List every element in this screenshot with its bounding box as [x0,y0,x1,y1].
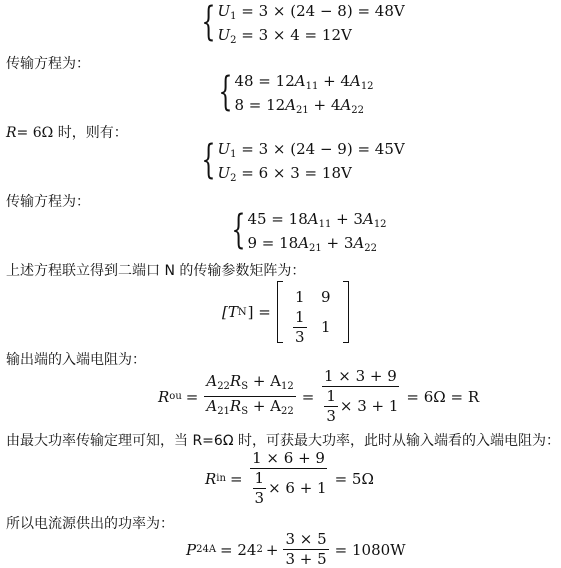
equation-u1-b: $U_1 = 3 \times (24 - 9) = 45V$ [217,140,405,160]
brace: { [218,69,233,115]
equation-u2-b: $U_2 = 6 \times 3 = 18V$ [217,164,352,184]
matrix-cell: 1 [321,318,331,336]
matrix-cell: $\frac{1}{3}$ [295,307,305,346]
transmission-matrix: [T N ] = 1 9 $\frac{1}{3}$ 1 [222,281,349,343]
matrix-cell: 9 [321,288,331,306]
paragraph-transmission-eq-2: 传输方程为： [6,194,90,210]
fraction: $\frac{A_{22}R_S + A_{12}}{A_{21}R_S + A_{22}}$ [206,372,294,417]
equation-r-in: R in = 1 × 6 + 9 $\frac{1}{3}$ × 6 + 1 = 5Ω [205,449,374,507]
equation-45: $45 = 18A_{11} + 3A_{12}$ [247,210,387,230]
equation-8: $8 = 12A_{21} + 4A_{22}$ [234,96,365,116]
equation-48: $48 = 12A_{11} + 4A_{12}$ [234,72,374,92]
matrix-cell: 1 [295,288,305,306]
equation-power: P 24A = 24 2 + $\frac{3 \times 5}{3 + 5}$ = 1080W [186,530,406,568]
paragraph-output-resistance: 输出端的入端电阻为： [6,352,146,368]
fraction: 1 × 3 + 9 $\frac{1}{3}$ × 3 + 1 [323,367,399,425]
equation-system-1 [190,2,405,50]
equation-u1: $U_1 = 3 \times (24 - 8) = 48V$ [217,2,405,22]
paragraph-max-power: 由最大功率传输定理可知，当 R=6Ω 时，可获最大功率，此时从输入端看的入端电阻为： [6,433,560,449]
paragraph-transmission-eq-1: 传输方程为： [6,56,90,72]
paragraph-matrix-intro: 上述方程联立得到二端口 N 的传输参数矩阵为： [6,263,306,279]
equation-system-4 [220,207,387,258]
fraction: 1 × 6 + 9 $\frac{1}{3}$ × 6 + 1 [252,449,327,507]
brace: { [201,0,216,45]
equation-u2: $U_2 = 3 \times 4 = 12V$ [217,26,352,46]
brace: { [201,137,216,183]
equation-9: $9 = 18A_{21} + 3A_{22}$ [247,234,378,254]
brace: { [231,207,246,253]
equation-system-3 [190,137,405,188]
equation-r-ou: R ou = $\frac{A_{22}R_S + A_{12}}{A_{21}R_S + A_{22}}$ = 1 × 3 + 9 $\frac{1}{3}$ × 3 + 1 = 6Ω = R [158,367,480,425]
equation-system-2 [207,69,374,120]
paragraph-r6-condition: R= 6Ω 时，则有： [6,125,128,141]
fraction: $\frac{3 \times 5}{3 + 5}$ [285,530,327,568]
paragraph-source-power: 所以电流源供出的功率为： [6,516,174,532]
